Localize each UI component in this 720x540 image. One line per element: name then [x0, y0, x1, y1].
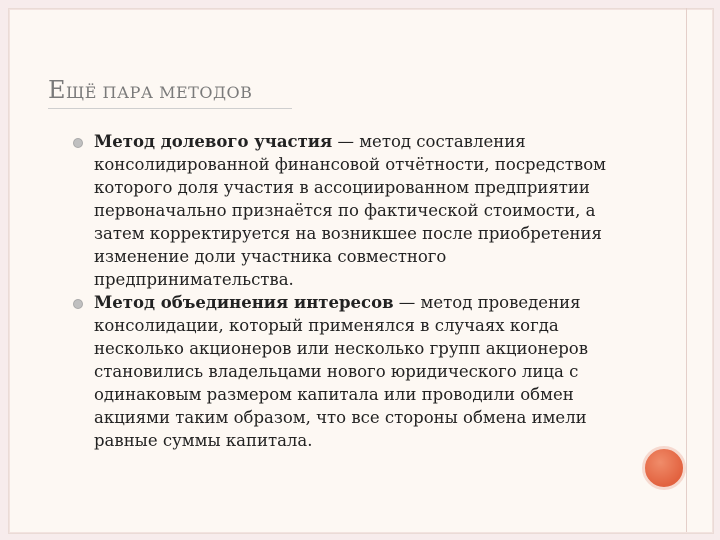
slide-title-initial: Е	[48, 76, 67, 104]
term-label: Метод долевого участия	[94, 132, 333, 151]
list-item	[72, 130, 622, 291]
decorative-circle	[642, 446, 686, 490]
term-label: Метод объединения интересов	[94, 293, 394, 312]
bullet-icon	[73, 299, 83, 309]
bullet-icon	[73, 138, 83, 148]
slide-border-line	[686, 8, 687, 532]
list-item	[72, 291, 622, 452]
term-definition: — метод составления консолидированной финансовой отчётности, посредством которого доля участия в ассоциированном предприятии первоначально признаётся по фактической стоимости, а затем корректируется на возникшее после приобретения изменение доли участника совместного предпринимательства.	[94, 132, 606, 289]
term-definition: — метод проведения консолидации, который применялся в случаях когда несколько акционеров или несколько групп акционеров становились владельцами нового юридического лица с одинаковым размером капитала или проводили обмен акциями таким образом, что все стороны обмена имели равные суммы капитала.	[94, 293, 589, 450]
slide-title-rest: ЩЁ ПАРА МЕТОДОВ	[66, 83, 253, 102]
slide-title	[48, 76, 252, 104]
title-underline	[48, 108, 292, 109]
slide-content	[72, 130, 622, 452]
